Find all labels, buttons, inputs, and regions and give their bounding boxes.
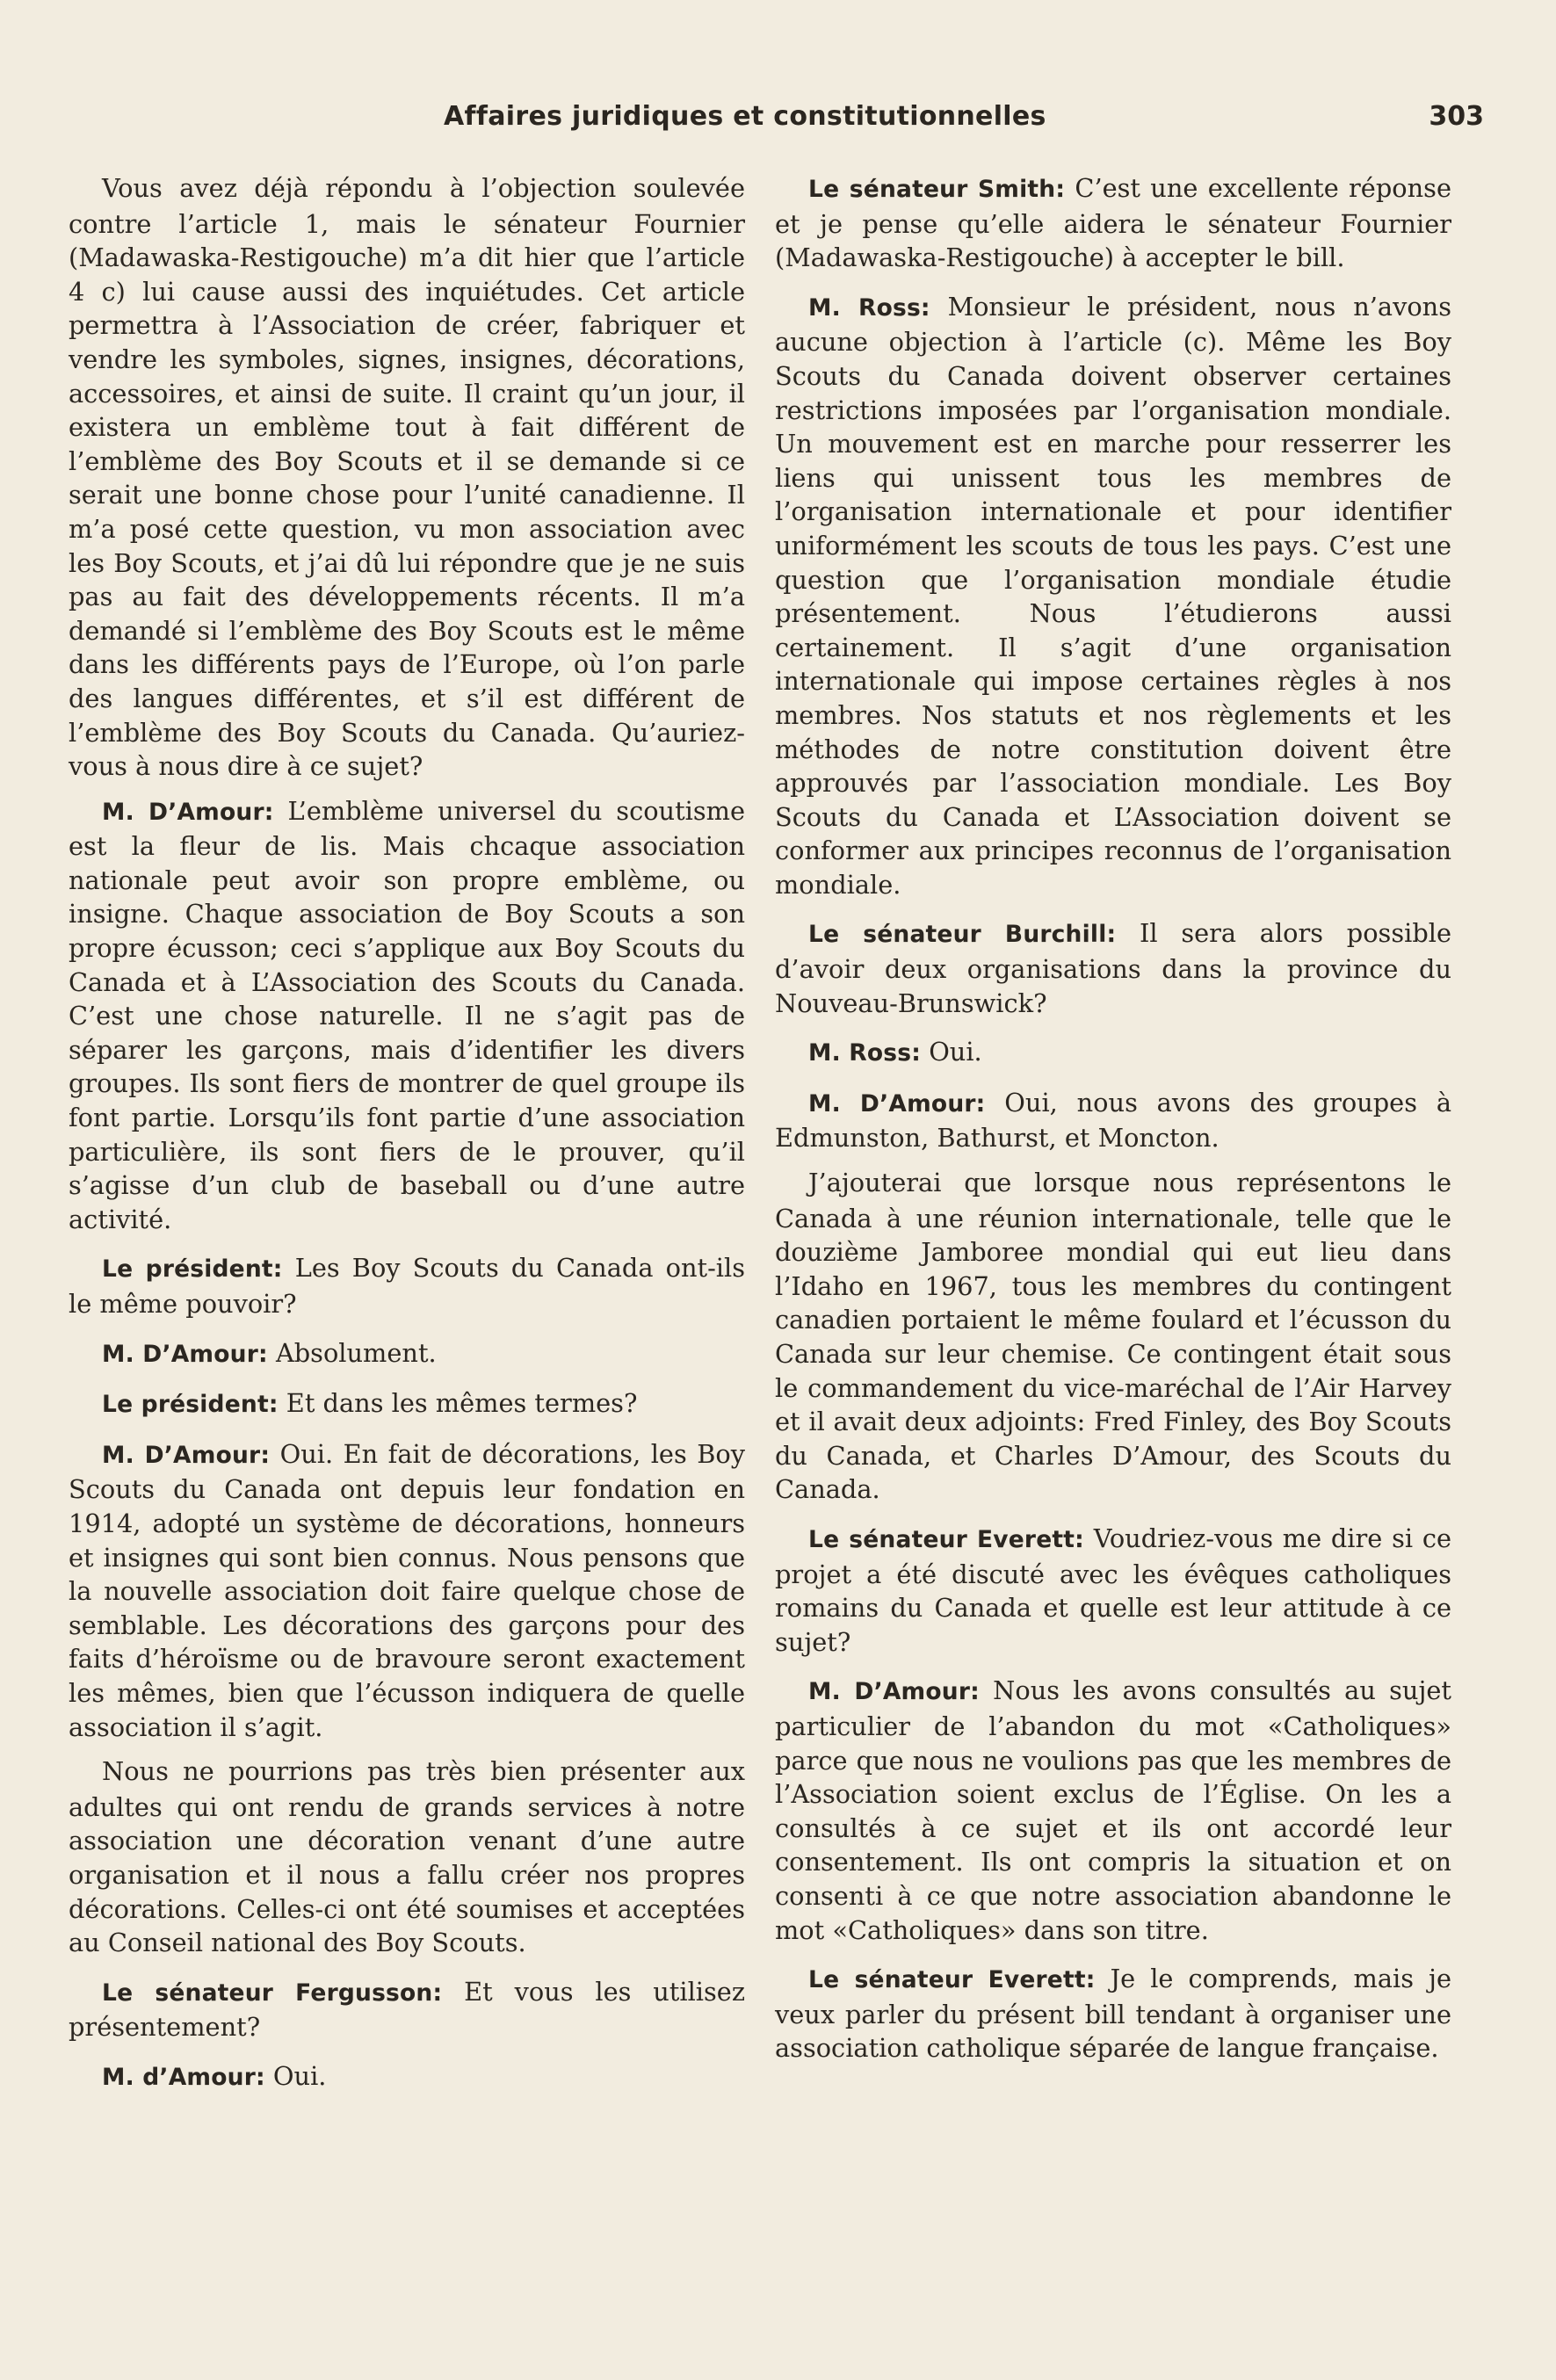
- paragraph: [775, 1522, 1451, 1659]
- paragraph-text: J’ajouterai que lorsque nous représentons le Canada à une réunion internationale, telle que le douzième Jamboree mondial qui eut lieu dans l’Idaho en 1967, tous les membres du contingent canadien portaient le même foulard et l’écusson du Canada sur leur chemise. Ce contingent était sous le commandement du vice-maréchal de l’Air Harvey et il avait deux adjoints: Fred Finley, des Boy Scouts du Canada, et Charles D’Amour, des Scouts du Canada.: [775, 1168, 1451, 1505]
- speaker-label: Le sénateur Fergusson:: [102, 1979, 443, 2007]
- right-column: [775, 171, 1451, 2080]
- paragraph-text: Absolument.: [275, 1337, 437, 1368]
- paragraph-text: Oui.: [929, 1037, 982, 1067]
- paragraph: [775, 1962, 1451, 2065]
- paragraph-text: Et dans les mêmes termes?: [286, 1388, 638, 1419]
- left-column: [69, 171, 745, 2109]
- paragraph: [69, 794, 745, 1237]
- paragraph-text: Il sera alors possible d’avoir deux organisations dans la province du Nouveau-Brunswick?: [775, 918, 1452, 1018]
- paragraph: [775, 1674, 1451, 1947]
- speaker-label: Le sénateur Everett:: [808, 1525, 1084, 1553]
- paragraph: [69, 1975, 745, 2044]
- paragraph: [69, 1336, 745, 1372]
- paragraph: [69, 2059, 745, 2095]
- page-number: 303: [1429, 101, 1484, 132]
- paragraph: [775, 1166, 1451, 1507]
- paragraph: [775, 916, 1451, 1020]
- paragraph-text: Monsieur le président, nous n’avons aucune objection à l’article (c). Même les Boy Scouts du Canada doivent observer certaines restrictions imposées par l’organisation mondiale. Un mouvement est en marche pour resserrer les liens qui unissent tous les membres de l’organisation internationale et pour identifier uniformément les scouts de tous les pays. C’est une question que l’organisation mondiale étudie présentement. Nous l’étudierons aussi certainement. Il s’agit d’une organisation internationale qui impose certaines règles à nos membres. Nos statuts et nos règlements et les méthodes de notre constitution doivent être approuvés par l’association mondiale. Les Boy Scouts du Canada et L’Association doivent se conformer aux principes reconnus de l’organisation mondiale.: [775, 291, 1451, 900]
- speaker-label: M. D’Amour:: [808, 1678, 980, 1706]
- paragraph: [69, 1437, 745, 1744]
- paragraph: [69, 171, 745, 784]
- paragraph: [69, 1251, 745, 1320]
- paragraph-text: Les Boy Scouts du Canada ont-ils le même pouvoir?: [69, 1253, 745, 1319]
- paragraph: [775, 1086, 1451, 1155]
- speaker-label: M. D’Amour:: [808, 1089, 986, 1118]
- running-head-title: Affaires juridiques et constitutionnelles: [444, 101, 1046, 132]
- speaker-label: Le sénateur Burchill:: [808, 921, 1117, 949]
- paragraph-text: Oui. En fait de décorations, les Boy Scouts du Canada ont depuis leur fondation en 1914, adopté un système de décorations, honneurs et insignes qui sont bien connus. Nous pensons que la nouvelle association doit faire quelque chose de semblable. Les décorations des garçons pour des faits d’héroïsme ou de bravoure seront exactement les mêmes, bien que l’écusson indiquera de quelle association il s’agit.: [69, 1438, 745, 1742]
- paragraph-text: Nous ne pourrions pas très bien présenter aux adultes qui ont rendu de grands services à notre association une décoration venant d’une autre organisation et il nous a fallu créer nos propres décorations. Celles-ci ont été soumises et acceptées au Conseil national des Boy Scouts.: [69, 1756, 745, 1958]
- speaker-label: M. D’Amour:: [102, 1441, 271, 1469]
- speaker-label: M. Ross:: [808, 1039, 922, 1067]
- speaker-label: M. D’Amour:: [102, 798, 274, 826]
- speaker-label: M. d’Amour:: [102, 2063, 265, 2091]
- speaker-label: Le sénateur Smith:: [808, 176, 1066, 203]
- paragraph: [775, 1035, 1451, 1071]
- paragraph: [69, 1754, 745, 1960]
- speaker-label: Le sénateur Everett:: [808, 1966, 1096, 1994]
- speaker-label: Le président:: [102, 1255, 283, 1284]
- paragraph-text: Vous avez déjà répondu à l’objection soulevée contre l’article 1, mais le sénateur Fournier (Madawaska-Restigouche) m’a dit hier que l’article 4 c) lui cause aussi des inquiétudes. Cet article permettra à l’Association de créer, fabriquer et vendre les symboles, signes, insignes, décorations, accessoires, et ainsi de suite. Il craint qu’un jour, il existera un emblème tout à fait différent de l’emblème des Boy Scouts et il se demande si ce serait une bonne chose pour l’unité canadienne. Il m’a posé cette question, vu mon association avec les Boy Scouts, et j’ai dû lui répondre que je ne suis pas au fait des développements récents. Il m’a demandé si l’emblème des Boy Scouts est le même dans les différents pays de l’Europe, où l’on parle des langues différentes, et s’il est différent de l’emblème des Boy Scouts du Canada. Qu’auriez-vous à nous dire à ce sujet?: [69, 173, 745, 782]
- speaker-label: Le président:: [102, 1391, 279, 1419]
- speaker-label: M. Ross:: [808, 293, 930, 322]
- speaker-label: M. D’Amour:: [102, 1340, 268, 1368]
- paragraph-text: Voudriez-vous me dire si ce projet a été discuté avec les évêques catholiques romains du Canada et quelle est leur attitude à ce sujet?: [775, 1523, 1451, 1657]
- paragraph-text: Oui, nous avons des groupes à Edmunston, Bathurst, et Moncton.: [775, 1087, 1451, 1154]
- paragraph-text: Nous les avons consultés au sujet particulier de l’abandon du mot «Catholiques» parce que nous ne voulions pas que les membres de l’Association soient exclus de l’Église. On les a consultés à ce sujet et ils ont accordé leur consentement. Ils ont compris la situation et on consenti à ce que notre association abandonne le mot «Catholiques» dans son titre.: [775, 1675, 1451, 1945]
- paragraph-text: Je le comprends, mais je veux parler du présent bill tendant à organiser une association catholique séparée de langue française.: [775, 1964, 1451, 2064]
- paragraph: [775, 171, 1451, 275]
- paragraph-text: Oui.: [272, 2060, 327, 2091]
- paragraph-text: L’emblème universel du scoutisme est la fleur de lis. Mais chcaque association nationale peut avoir son propre emblème, ou insigne. Chaque association de Boy Scouts a son propre écusson; ceci s’applique aux Boy Scouts du Canada et à L’Association des Scouts du Canada. C’est une chose naturelle. Il ne s’agit pas de séparer les garçons, mais d’identifier les divers groupes. Ils sont fiers de montrer de quel groupe ils font partie. Lorsqu’ils font partie d’une association particulière, ils sont fiers de le prouver, qu’il s’agisse d’un club de baseball ou d’une autre activité.: [69, 795, 745, 1234]
- paragraph: [775, 290, 1451, 902]
- paragraph-text: C’est une excellente réponse et je pense qu’elle aidera le sénateur Fournier (Madawaska-Restigouche) à accepter le bill.: [775, 173, 1451, 273]
- paragraph: [69, 1386, 745, 1422]
- paragraph-text: Et vous les utilisez présentement?: [69, 1976, 745, 2043]
